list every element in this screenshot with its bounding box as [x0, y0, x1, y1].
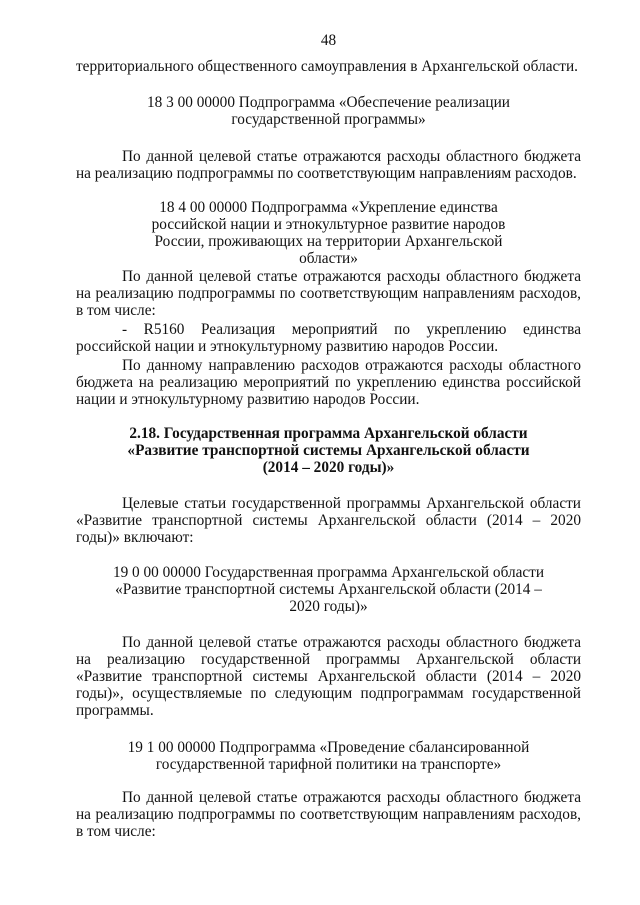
paragraph: По данной целевой статье отражаются расходы областного бюджета на реализацию подпрограммы по соответствующим направлениям расходов, в том числе:	[76, 268, 581, 319]
page-number: 48	[320, 32, 337, 49]
paragraph: По данной целевой статье отражаются расходы областного бюджета на реализацию подпрограммы по соответствующим направлениям расходов.	[76, 148, 581, 182]
subprogram-heading-19-1: 19 1 00 00000 Подпрограмма «Проведение сбалансированной государственной тарифной политики на транспорте»	[127, 739, 530, 773]
subprogram-heading-18-4: 18 4 00 00000 Подпрограмма «Укрепление единства российской нации и этнокультурное развитие народов России, проживающих на территории Архангельской области»	[151, 199, 506, 267]
paragraph: Целевые статьи государственной программы Архангельской области «Развитие транспортной системы Архангельской области (2014 – 2020 годы)» включают:	[76, 495, 581, 546]
continuation-line: территориального общественного самоуправления в Архангельской области.	[76, 58, 578, 75]
paragraph: По данной целевой статье отражаются расходы областного бюджета на реализацию подпрограммы по соответствующим направлениям расходов, в том числе:	[76, 789, 581, 840]
section-heading-2-18: 2.18. Государственная программа Архангельской области «Развитие транспортной системы Архангельской области (2014 – 2020 годы)»	[127, 425, 530, 476]
program-heading-19-0: 19 0 00 00000 Государственная программа Архангельской области «Развитие транспортной системы Архангельской области (2014 – 2020 годы)»	[112, 564, 545, 615]
subprogram-heading-18-3: 18 3 00 00000 Подпрограмма «Обеспечение реализации государственной программы»	[147, 94, 510, 128]
list-item: - R5160 Реализация мероприятий по укреплению единства российской нации и этнокультурному развитию народов России.	[76, 321, 581, 355]
paragraph: По данному направлению расходов отражаются расходы областного бюджета на реализацию мероприятий по укреплению единства российской нации и этнокультурному развитию народов России.	[76, 357, 581, 408]
paragraph: По данной целевой статье отражаются расходы областного бюджета на реализацию государственной программы Архангельской области «Развитие транспортной системы Архангельской области (2014 – 2020 годы)», осуществляемые по следующим подпрограммам государственной программы.	[76, 634, 581, 719]
